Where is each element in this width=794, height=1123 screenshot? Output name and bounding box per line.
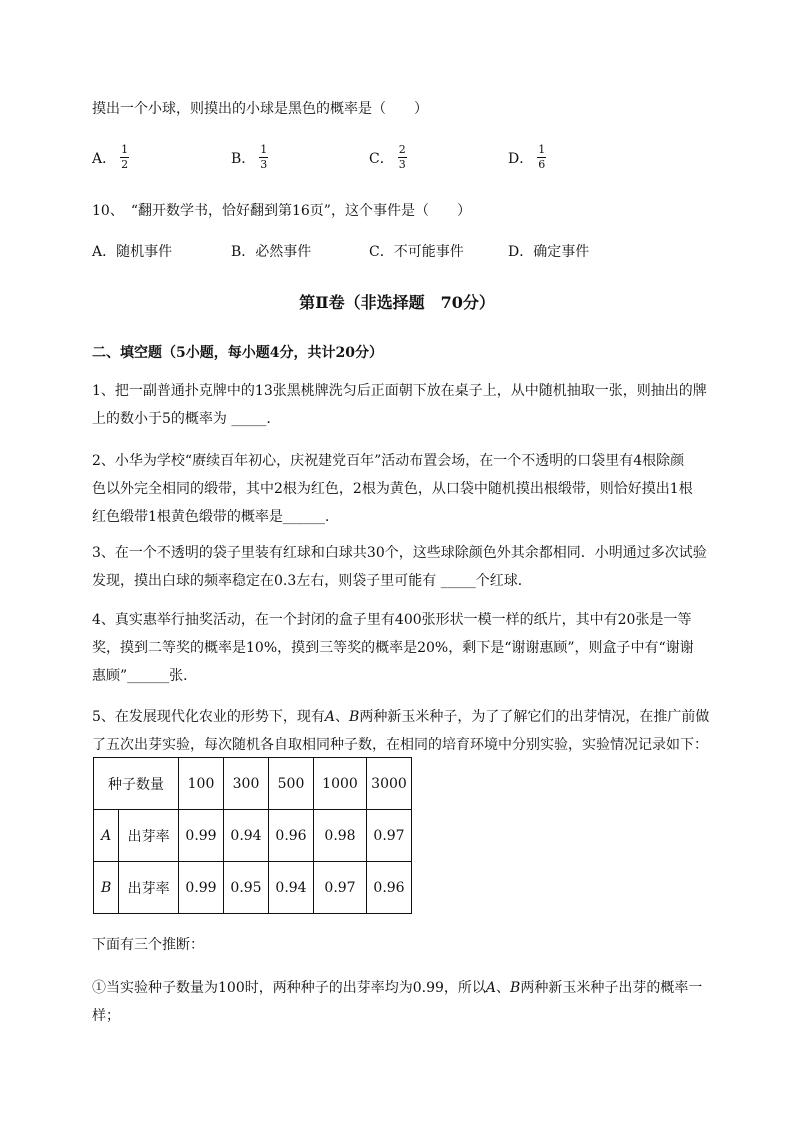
q10-option-d: D．确定事件 (508, 244, 590, 260)
fill-q4 (92, 606, 752, 690)
var-a: A (324, 709, 336, 725)
fill-q5-text-a: 5、在发展现代化农业的形势下，现有 (92, 709, 325, 725)
q9-option-b-label: B． (231, 150, 256, 167)
count-cell: 500 (269, 758, 314, 810)
fill-q1 (92, 377, 752, 433)
inference-item-1-line1 (92, 974, 752, 1002)
value-cell: 0.97 (314, 862, 367, 914)
row-name-cell: A (94, 810, 119, 862)
value-cell: 0.94 (224, 810, 269, 862)
fill-q5-line2: 了五次出芽实验，每次随机各自取相同种子数，在相同的培育环境中分别实验，实验情况记录如下： (92, 737, 708, 753)
value-cell: 0.95 (224, 862, 269, 914)
fill-q2 (92, 447, 752, 531)
value-cell: 0.94 (269, 862, 314, 914)
q9-option-d (508, 144, 546, 171)
row-label-cell: 出芽率 (119, 810, 179, 862)
row-name-cell: B (94, 862, 119, 914)
q9-option-b-fraction (259, 144, 268, 171)
numerator: 2 (398, 143, 406, 156)
count-cell: 100 (179, 758, 224, 810)
fill-q5 (92, 703, 752, 759)
part-title: 二、填空题（5小题，每小题4分，共计20分） (92, 345, 383, 361)
fill-q3-line2: 发现，摸出白球的频率稳定在0.3左右，则袋子里可能有 _____个红球． (92, 573, 532, 589)
q10-stem: 10、 “翻开数学书，恰好翻到第16页”，这个事件是（ ） (92, 203, 471, 219)
fill-q5-text-b: 两种新玉米种子，为了了解它们的出芽情况，在推广前做 (359, 709, 710, 725)
var-b: B (510, 980, 521, 996)
row-label-cell: 出芽率 (119, 862, 179, 914)
fill-q1-line1: 1、把一副普通扑克牌中的13张黑桃牌洗匀后正面朝下放在桌子上，从中随机抽取一张，则抽出的牌 (92, 383, 707, 399)
count-cell: 1000 (314, 758, 367, 810)
numerator: 1 (260, 143, 268, 156)
fill-q2-line2: 色以外完全相同的缎带，其中2根为红色，2根为黄色，从口袋中随机摸出根缎带，则恰好摸出1根 (92, 481, 693, 497)
header-label-cell: 种子数量 (94, 758, 179, 810)
var-a: A (485, 980, 497, 996)
q10-option-a: A．随机事件 (92, 244, 173, 260)
q9-option-c-label: C． (369, 150, 394, 167)
inference-text-a: ①当实验种子数量为100时，两种种子的出芽率均为0.99，所以 (92, 980, 486, 996)
q9-option-a (92, 144, 129, 171)
q10-option-b: B．必然事件 (231, 244, 312, 260)
germination-table (93, 757, 412, 914)
denominator: 6 (538, 158, 546, 171)
fill-q3-line1: 3、在一个不透明的袋子里装有红球和白球共30个，这些球除颜色外其余都相同．小明通过多次试验 (92, 545, 707, 561)
q9-option-d-label: D． (508, 150, 534, 167)
fill-q2-line3: 红色缎带1根黄色缎带的概率是______. (92, 509, 330, 525)
count-cell: 300 (224, 758, 269, 810)
fill-q2-line1: 2、小华为学校“赓续百年初心，庆祝建党百年”活动布置会场，在一个不透明的口袋里有4根除颜 (92, 453, 685, 469)
value-cell: 0.98 (314, 810, 367, 862)
separator: 、 (496, 980, 511, 996)
inference-item-1 (92, 974, 752, 1030)
q9-option-d-fraction (537, 144, 546, 171)
q9-option-c (369, 144, 407, 171)
fill-q1-line2: 上的数小于5的概率为 _____. (92, 411, 271, 427)
value-cell: 0.99 (179, 862, 224, 914)
fill-q4-line2: 奖，摸到二等奖的概率是10%，摸到三等奖的概率是20%，剩下是“谢谢惠顾”，则盒子中有“谢谢 (92, 640, 694, 656)
denominator: 3 (398, 158, 406, 171)
numerator: 1 (121, 143, 129, 156)
fill-q3 (92, 539, 752, 595)
q9-option-b (231, 144, 268, 171)
section-title: 第Ⅱ卷（非选择题 70分） (299, 293, 495, 312)
q9-option-c-fraction (398, 144, 407, 171)
separator: 、 (335, 709, 350, 725)
q10-option-c: C．不可能事件 (369, 244, 464, 260)
table-row (94, 862, 412, 914)
value-cell: 0.99 (179, 810, 224, 862)
count-cell: 3000 (367, 758, 412, 810)
table-row (94, 810, 412, 862)
value-cell: 0.96 (367, 862, 412, 914)
inference-item-1-line2: 样； (92, 1008, 120, 1024)
q9-option-a-label: A． (92, 150, 117, 167)
fill-q5-line1 (92, 703, 752, 731)
q9-option-a-fraction (120, 144, 129, 171)
fill-q4-line3: 惠顾”______张． (92, 668, 198, 684)
table-header-row (94, 758, 412, 810)
inference-text-b: 两种新玉米种子出芽的概率一 (520, 980, 703, 996)
inference-intro: 下面有三个推断： (92, 937, 204, 953)
denominator: 3 (260, 158, 268, 171)
denominator: 2 (121, 158, 129, 171)
var-b: B (349, 709, 360, 725)
q9-stem: 摸出一个小球，则摸出的小球是黑色的概率是（ ） (92, 101, 428, 117)
value-cell: 0.97 (367, 810, 412, 862)
numerator: 1 (538, 143, 546, 156)
value-cell: 0.96 (269, 810, 314, 862)
fill-q4-line1: 4、真实惠举行抽奖活动，在一个封闭的盒子里有400张形状一模一样的纸片，其中有20张是一等 (92, 612, 692, 628)
